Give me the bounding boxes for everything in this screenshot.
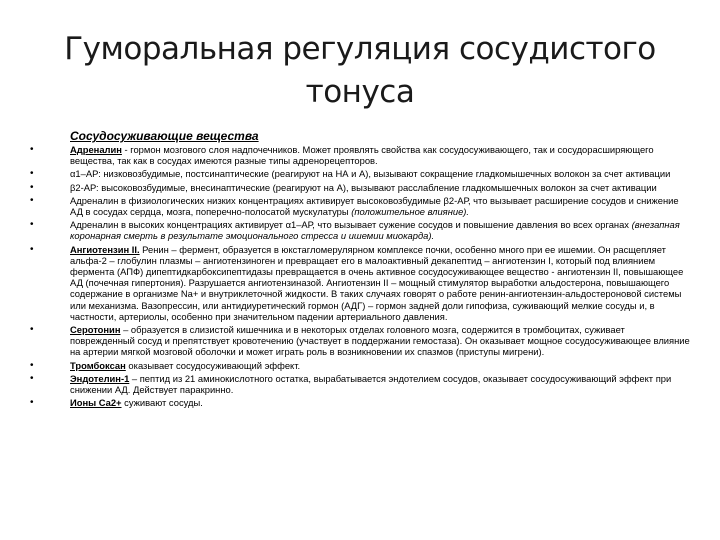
list-item [30,244,690,322]
item-text: β2-АР: высоковозбудимые, внесинаптические (реагируют на А), вызывают расслабление гладкомышечных волокон за счет активации [70,181,657,193]
item-text: – пептид из 21 аминокислотного остатка, вырабатывается эндотелием сосудов, оказывает сосудосуживающий эффект при снижении АД. Действует паракринно. [70,372,672,396]
item-lead: Эндотелин-1 [70,372,130,384]
item-lead: Серотонин [70,324,121,336]
section-heading: Сосудосуживающие вещества [70,129,259,143]
item-text: α1–АР: низковозбудимые, постсинаптические (реагируют на НА и А), вызывают сокращение гладкомышечных волокон за счет активации [70,168,671,180]
item-note: (положительное влияние). [351,206,470,218]
list-item [30,397,690,408]
list-item [30,182,690,193]
list-item [30,360,690,371]
item-text: Адреналин в высоких концентрациях активирует α1–АР, что вызывает сужение сосудов и повышение давления во всех органах [70,219,632,231]
item-text: Ренин – фермент, образуется в юкстагломерулярном комплексе почки, особенно много при ее ишемии. Он расщепляет альфа-2 – глобулин плазмы – ангиотензиноген и превращает его в малоактивный декапептид – ангиотензин I, который под влиянием фермента (АПФ) дипептидкарбоксипептидазы превращается в очень активное сосудосуживающее вещество - ангиотензин II, повышающее АД (почечная гипертония). Разрушается ангиотензиназой. Ангиотензин II – мощный стимулятор выработки альдостерона, повышающего содержание в организме Na+ и внутриклеточной жидкости. В таких случаях говорят о работе ренин-ангиотензин-альдостероновой системы или механизма. Вазопрессин, или антидиуретический гормон (АДГ) – гормон задней доли гипофиза, суживающий мелкие сосуды и, в частности, артериолы, особенно при значительном падении артериального давления. [70,243,684,322]
item-text: Адреналин в физиологических низких концентрациях активирует высоковозбудимые β2-АР, что вызывает расширение сосудов и снижение АД в сосудах сердца, мозга, поперечно-полосатой мускулатуры [70,194,679,218]
item-text: – образуется в слизистой кишечника и в некоторых отделах головного мозга, содержится в тромбоцитах, суживает поврежденный сосуд и препятствует кровотечению (участвует в поддержании гемостаза). Он оказывает мощное сосудосуживающее влияние на артерии мягкой мозговой оболочки и может играть роль в возникновении их спазмов (приступы мигрени). [70,324,690,358]
bullet-list [30,144,690,410]
list-item [30,373,690,395]
item-text: суживают сосуды. [121,397,203,409]
item-text: - гормон мозгового слоя надпочечников. Может проявлять свойства как сосудосуживающего, так и сосудорасширяющего вещества, так как в сосудах имеются разные типы адренорецепторов. [70,144,654,167]
slide-title: Гуморальная регуляция сосудистого тонуса [64,31,656,110]
list-item [30,219,690,241]
item-lead: Адреналин [70,144,122,155]
list-item [30,144,690,166]
item-text: оказывает сосудосуживающий эффект. [125,359,301,371]
list-item [30,168,690,179]
list-item [30,195,690,217]
item-lead: Ионы Са2+ [70,397,122,409]
item-note: (внезапная коронарная смерть в результате эмоционального стресса и ишемии миокарда). [70,219,680,242]
list-item [30,324,690,358]
item-lead: Ангиотензин II. [70,243,140,255]
item-lead: Тромбоксан [70,359,126,371]
